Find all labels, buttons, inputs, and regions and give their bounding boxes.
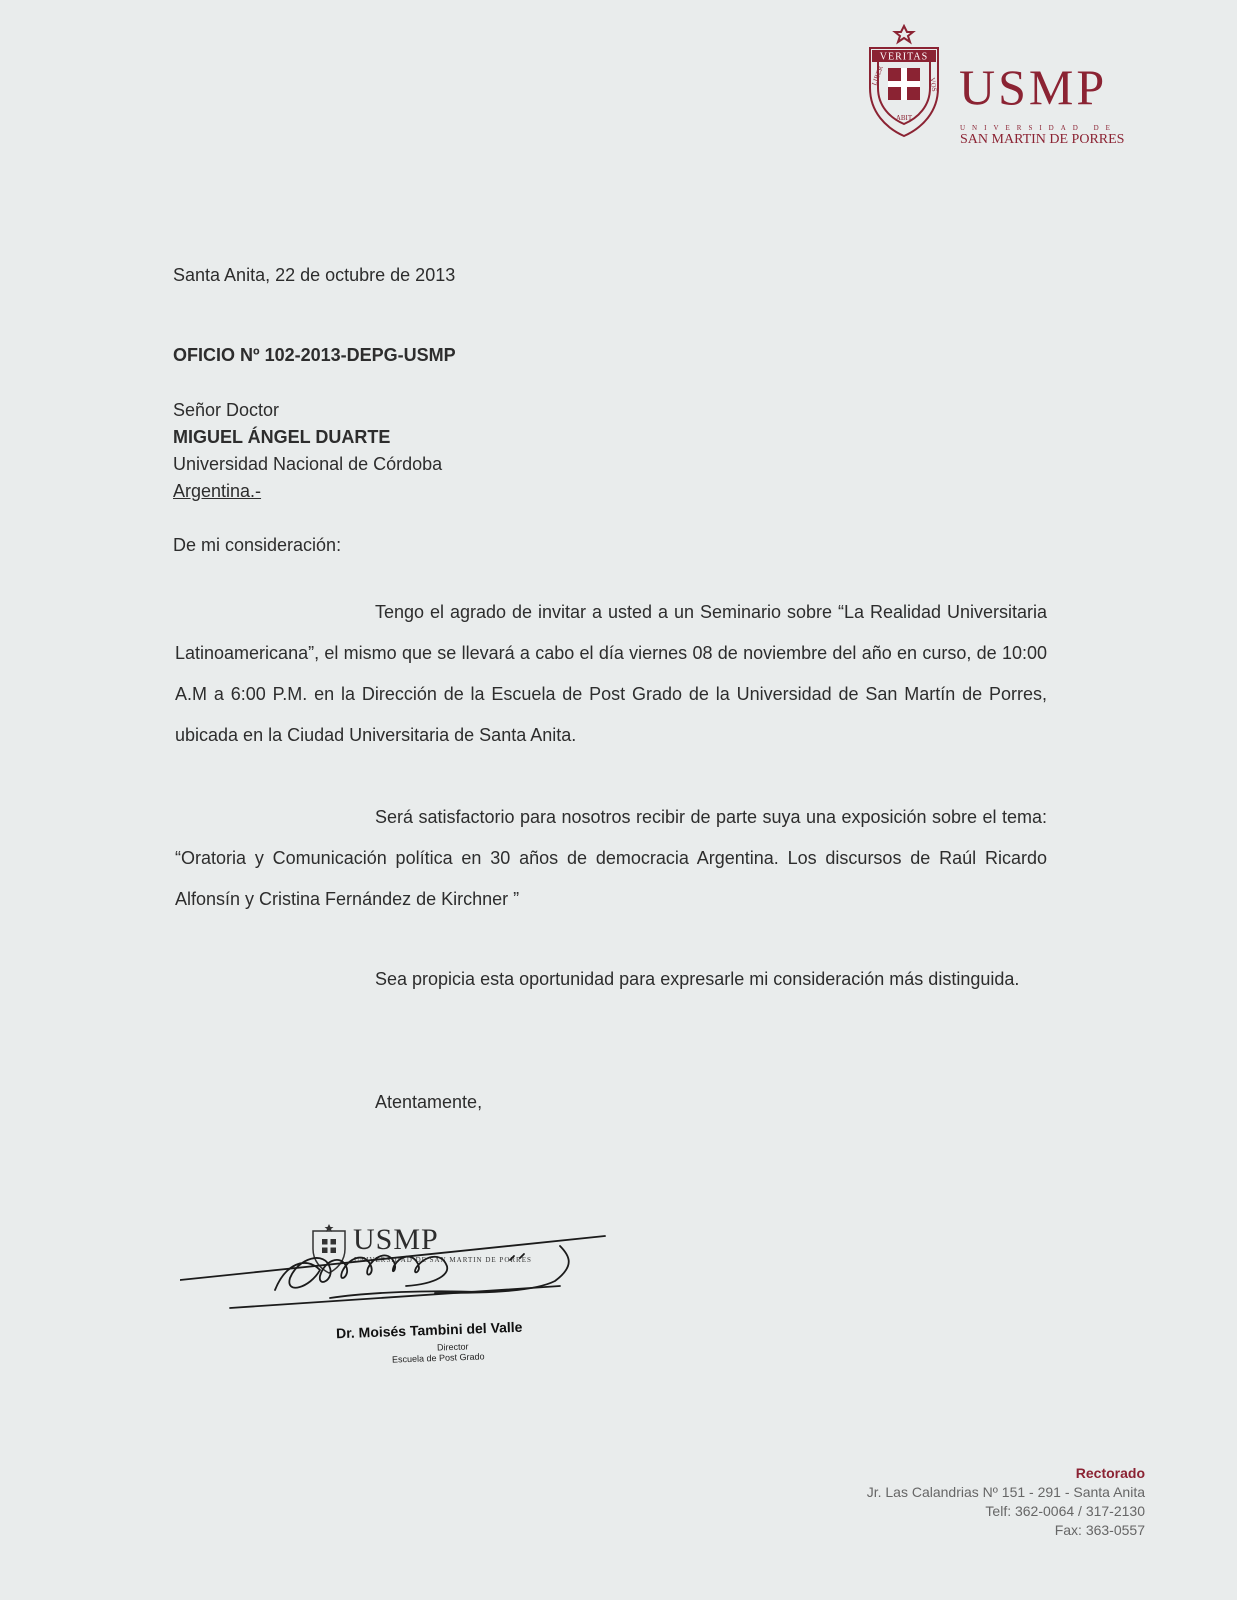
usmp-crest-icon [864, 24, 944, 140]
svg-text:VOS: VOS [928, 76, 939, 93]
svg-text:VERITAS: VERITAS [879, 51, 929, 63]
closing: Atentamente, [375, 1092, 483, 1112]
reference-number: OFICIO Nº 102-2013-DEPG-USMP [173, 345, 456, 365]
footer-fax: Fax: 363-0557 [1054, 1522, 1145, 1538]
footer-address: Jr. Las Calandrias Nº 151 - 291 - Santa Anita [866, 1484, 1145, 1500]
svg-text:ABIT: ABIT [895, 114, 913, 122]
recipient-title: Señor Doctor [173, 400, 280, 420]
footer-phone: Telf: 362-0064 / 317-2130 [985, 1503, 1145, 1519]
stamp-subtitle: UNIVERSIDAD DE SAN MARTIN DE PORRES [354, 1256, 532, 1264]
recipient-country: Argentina.- [173, 481, 262, 501]
stamp-logo-text: USMP [353, 1223, 439, 1256]
signatory-name: Dr. Moisés Tambini del Valle [335, 1318, 523, 1342]
handwritten-signature-icon [180, 1218, 620, 1328]
signatory-role: Director [436, 1341, 469, 1353]
svg-text:LIBER: LIBER [870, 64, 885, 87]
paragraph-regards: Sea propicia esta oportunidad para expresarle mi consideración más distinguida. [375, 969, 1020, 989]
place-date: Santa Anita, 22 de octubre de 2013 [173, 265, 456, 285]
signature-block [180, 1218, 620, 1378]
paragraph-invitation: Tengo el agrado de invitar a usted a un Seminario sobre “La Realidad Universitaria Latinoamericana”, el mismo que se llevará a cabo el día viernes 08 de noviembre del año en curso, de 10:00 A.M a 6:00 P.M. en la Dirección de la Escuela de Post Grado de la Universidad de San Martín de Porres, ubicada en la Ciudad Universitaria de Santa Anita. [175, 602, 1047, 745]
footer-office: Rectorado [1075, 1465, 1145, 1481]
signatory-department: Escuela de Post Grado [391, 1351, 485, 1365]
recipient-name: MIGUEL ÁNGEL DUARTE [173, 427, 391, 447]
greeting: De mi consideración: [173, 535, 342, 555]
logo-subtitle-top: UNIVERSIDAD DE [960, 124, 1117, 132]
usmp-header-logo [864, 24, 1154, 147]
paragraph-topic: Será satisfactorio para nosotros recibir de parte suya una exposición sobre el tema: “Oratoria y Comunicación política en 30 años de democracia Argentina. Los discursos de Raúl Ricardo Alfonsín y Cristina Fernández de Kirchner ” [175, 807, 1047, 909]
logo-title: USMP [959, 59, 1108, 115]
recipient-institution: Universidad Nacional de Córdoba [173, 454, 443, 474]
logo-subtitle-bottom: SAN MARTIN DE PORRES [960, 132, 1125, 147]
footer-contact [867, 1464, 1145, 1540]
